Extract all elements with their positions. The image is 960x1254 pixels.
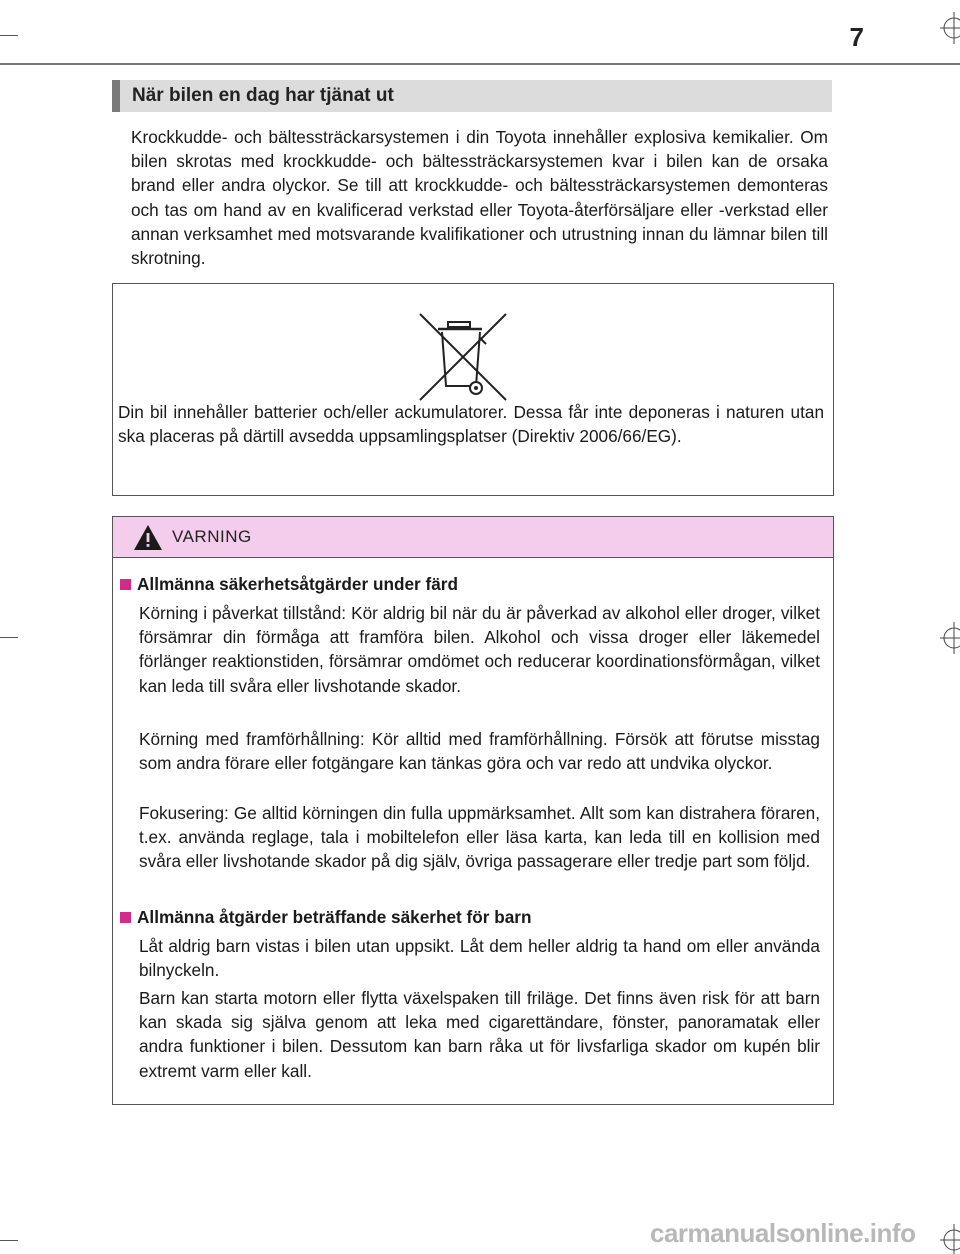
bullet-square-icon: [120, 579, 131, 590]
warning-header: [113, 517, 833, 558]
warning-paragraph: Körning med framförhållning: Kör alltid med framförhållning. Försök att förutse misstag som andra förare eller fotgängare kan tänkas göra och var redo att undvika olyckor.: [139, 729, 820, 774]
registration-mark-icon: [930, 8, 960, 48]
crossed-out-wheelie-bin-icon: [416, 312, 512, 402]
warning-box: [112, 516, 834, 1105]
warning-subheading-text: Allmänna åtgärder beträffande säkerhet för barn: [137, 907, 532, 927]
registration-mark-icon: [930, 1220, 960, 1254]
section-heading: [112, 80, 832, 112]
recycling-text: Din bil innehåller batterier och/eller ackumulatorer. Dessa får inte deponeras i naturen utan ska placeras på därtill avsedda uppsamlingsplatser (Direktiv 2006/66/EG).: [118, 402, 824, 447]
warning-subheading: [120, 574, 458, 595]
header-rule: [0, 63, 960, 65]
crop-mark: [0, 637, 18, 638]
warning-paragraph: Fokusering: Ge alltid körningen din fulla uppmärksamhet. Allt som kan distrahera föraren, t.ex. använda reglage, tala i mobiltelefon eller läsa karta, kan leda till en kollision med svåra eller livshotande skador på dig själv, övriga passagerare eller tredje part som följd.: [139, 803, 820, 872]
warning-paragraph: Barn kan starta motorn eller flytta växelspaken till friläge. Det finns även risk för att barn kan skada sig själva genom att leka med cigarettändare, fönster, panoramatak eller andra funktioner i bilen. Dessutom kan barn råka ut för livsfarliga skador om kupén blir extremt varm eller kall.: [139, 988, 820, 1081]
crop-mark: [0, 1240, 18, 1241]
warning-subheading: [120, 907, 531, 928]
page-number: 7: [849, 22, 864, 52]
watermark: carmanualsonline.info: [650, 1218, 916, 1248]
intro-paragraph: Krockkudde- och bältessträckarsystemen i din Toyota innehåller explosiva kemikalier. Om bilen skrotas med krockkudde- och bältessträckarsystemen kvar i bilen kan de orsaka brand eller andra olyckor. Se till att krockkudde- och bältessträckarsystemen demonteras och tas om hand av en kvalificerad verkstad eller Toyota-återförsäljare eller -verkstad eller annan verksamhet med motsvarande kvalifikationer och utrustning innan du lämnar bilen till skrotning.: [131, 127, 828, 269]
crop-mark: [0, 35, 18, 36]
warning-triangle-icon: [133, 524, 163, 551]
registration-mark-icon: [930, 618, 960, 658]
warning-title: VARNING: [172, 527, 252, 546]
warning-paragraph: Låt aldrig barn vistas i bilen utan uppsikt. Låt dem heller aldrig ta hand om eller använda bilnyckeln.: [139, 936, 820, 981]
bullet-square-icon: [120, 912, 131, 923]
section-heading-text: När bilen en dag har tjänat ut: [132, 85, 394, 106]
heading-accent-bar: [112, 80, 120, 112]
warning-paragraph: Körning i påverkat tillstånd: Kör aldrig bil när du är påverkad av alkohol eller droger, vilket försämrar din förmåga att framföra bilen. Alkohol och vissa droger eller läkemedel förlänger reaktionstiden, försämrar omdömet och reducerar koordinationsförmågan, vilket kan leda till svåra eller livshotande skador.: [139, 603, 820, 696]
recycling-notice-box: [112, 283, 834, 496]
warning-subheading-text: Allmänna säkerhetsåtgärder under färd: [137, 574, 458, 594]
